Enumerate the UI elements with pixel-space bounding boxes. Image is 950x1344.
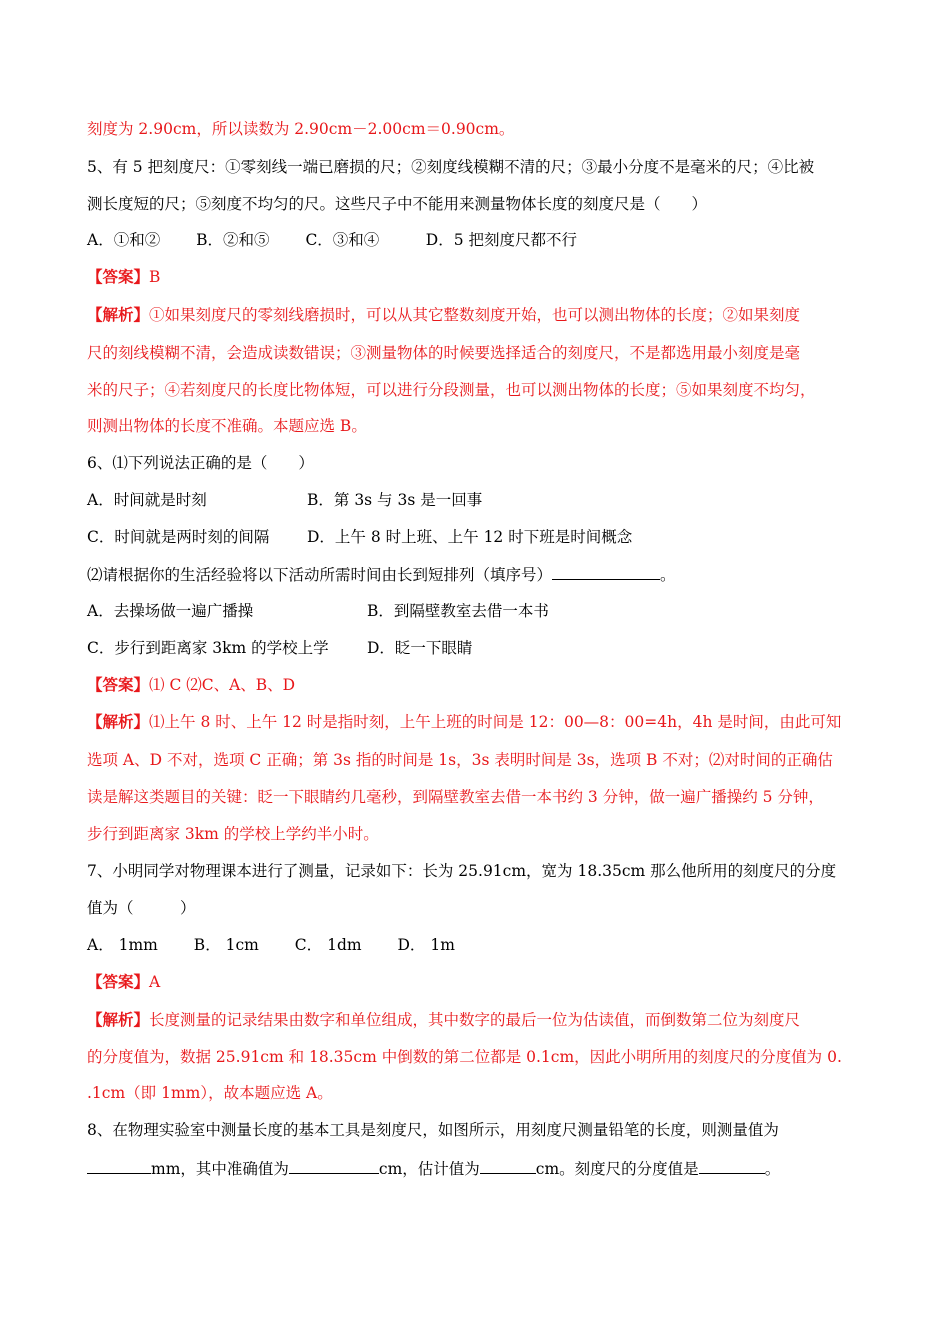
question-5-options: A．①和② B．②和⑤ C．③和④ D．5 把刻度尺都不行 [87,231,578,249]
answer-tag: 【答案】 [87,267,150,286]
question-5-explanation-3: 米的尺子；④若刻度尺的长度比物体短，可以进行分段测量，也可以测出物体的长度；⑤如果刻度不均匀， [87,381,816,399]
question-5-explanation-1: 【解析】①如果刻度尺的零刻线磨损时，可以从其它整数刻度开始，也可以测出物体的长度；②如果刻度 [87,305,801,324]
fill-blank [480,1158,536,1174]
question-6-part-2-option-b: B．到隔壁教室去借一本书 [367,602,549,620]
question-6-part-2-option-a: A．去操场做一遍广播操 [87,602,254,620]
question-7-explanation-3: .1cm（即 1mm），故本题应选 A。 [87,1084,333,1102]
question-5-explanation-4: 则测出物体的长度不准确。本题应选 B。 [87,417,367,435]
explanation-tag: 【解析】 [87,1010,150,1029]
question-6-line-1: 6、⑴下列说法正确的是（ ） [87,454,314,472]
question-7-explanation-1: 【解析】长度测量的记录结果由数字和单位组成，其中数字的最后一位为估读值，而倒数第二位为刻度尺 [87,1010,801,1029]
prev-answer-tail: 刻度为 2.90cm，所以读数为 2.90cm－2.00cm＝0.90cm。 [87,120,515,138]
question-6-option-b: B．第 3s 与 3s 是一回事 [307,491,483,509]
question-6-explanation-4: 步行到距离家 3km 的学校上学约半小时。 [87,825,379,843]
fill-blank [289,1158,379,1174]
question-6-option-d: D．上午 8 时上班、上午 12 时下班是时间概念 [307,528,633,546]
question-5-answer [87,267,160,287]
question-6-explanation-3: 读是解这类题目的关键：眨一下眼睛约几毫秒，到隔壁教室去借一本书约 3 分钟，做一遍广播操约 5 分钟， [87,788,824,806]
explanation-tag: 【解析】 [87,305,150,324]
question-6-part-2-option-c: C．步行到距离家 3km 的学校上学 [87,639,329,657]
question-7-line-2: 值为（ ） [87,899,196,917]
answer-value: A [149,973,161,991]
question-8-line-1: 8、在物理实验室中测量长度的基本工具是刻度尺，如图所示，用刻度尺测量铅笔的长度，则测量值为 [87,1121,779,1139]
fill-blank [699,1158,765,1174]
explanation-tag: 【解析】 [87,712,150,731]
question-5-line-2: 测长度短的尺；⑤刻度不均匀的尺。这些尺子中不能用来测量物体长度的刻度尺是（ ） [87,195,708,213]
question-6-part-2-option-d: D．眨一下眼睛 [367,639,473,657]
fill-blank [87,1158,151,1174]
answer-tag: 【答案】 [87,675,150,694]
question-7-answer [87,972,160,992]
answer-value: ⑴ C ⑵C、A、B、D [149,676,296,694]
question-6-option-a: A．时间就是时刻 [87,491,207,509]
question-7-explanation-2: 的分度值为，数据 25.91cm 和 18.35cm 中倒数的第二位都是 0.1cm，因此小明所用的刻度尺的分度值为 0. [87,1048,842,1066]
question-5-explanation-2: 尺的刻线模糊不清，会造成读数错误；③测量物体的时候要选择适合的刻度尺，不是都选用最小刻度是毫 [87,344,801,362]
question-6-answer [87,675,295,695]
question-5-line-1: 5、有 5 把刻度尺：①零刻线一端已磨损的尺；②刻度线模糊不清的尺；③最小分度不是毫米的尺；④比被 [87,158,815,176]
fill-blank [552,564,660,580]
question-7-options: A． 1mm B． 1cm C． 1dm D． 1m [87,936,455,954]
question-7-line-1: 7、小明同学对物理课本进行了测量，记录如下：长为 25.91cm，宽为 18.35cm 那么他所用的刻度尺的分度 [87,862,837,880]
question-8-line-2: mm，其中准确值为 cm，估计值为 cm。刻度尺的分度值是 。 [87,1158,780,1179]
question-6-option-c: C．时间就是两时刻的间隔 [87,528,270,546]
answer-tag: 【答案】 [87,972,150,991]
question-6-explanation-1: 【解析】⑴上午 8 时、上午 12 时是指时刻，上午上班的时间是 12：00—8：00=4h，4h 是时间，由此可知 [87,712,842,731]
answer-value: B [149,268,161,286]
question-6-part-2: ⑵请根据你的生活经验将以下活动所需时间由长到短排列（填序号） 。 [87,566,676,584]
question-6-explanation-2: 选项 A、D 不对，选项 C 正确；第 3s 指的时间是 1s，3s 表明时间是 3s，选项 B 不对；⑵对时间的正确估 [87,751,833,769]
